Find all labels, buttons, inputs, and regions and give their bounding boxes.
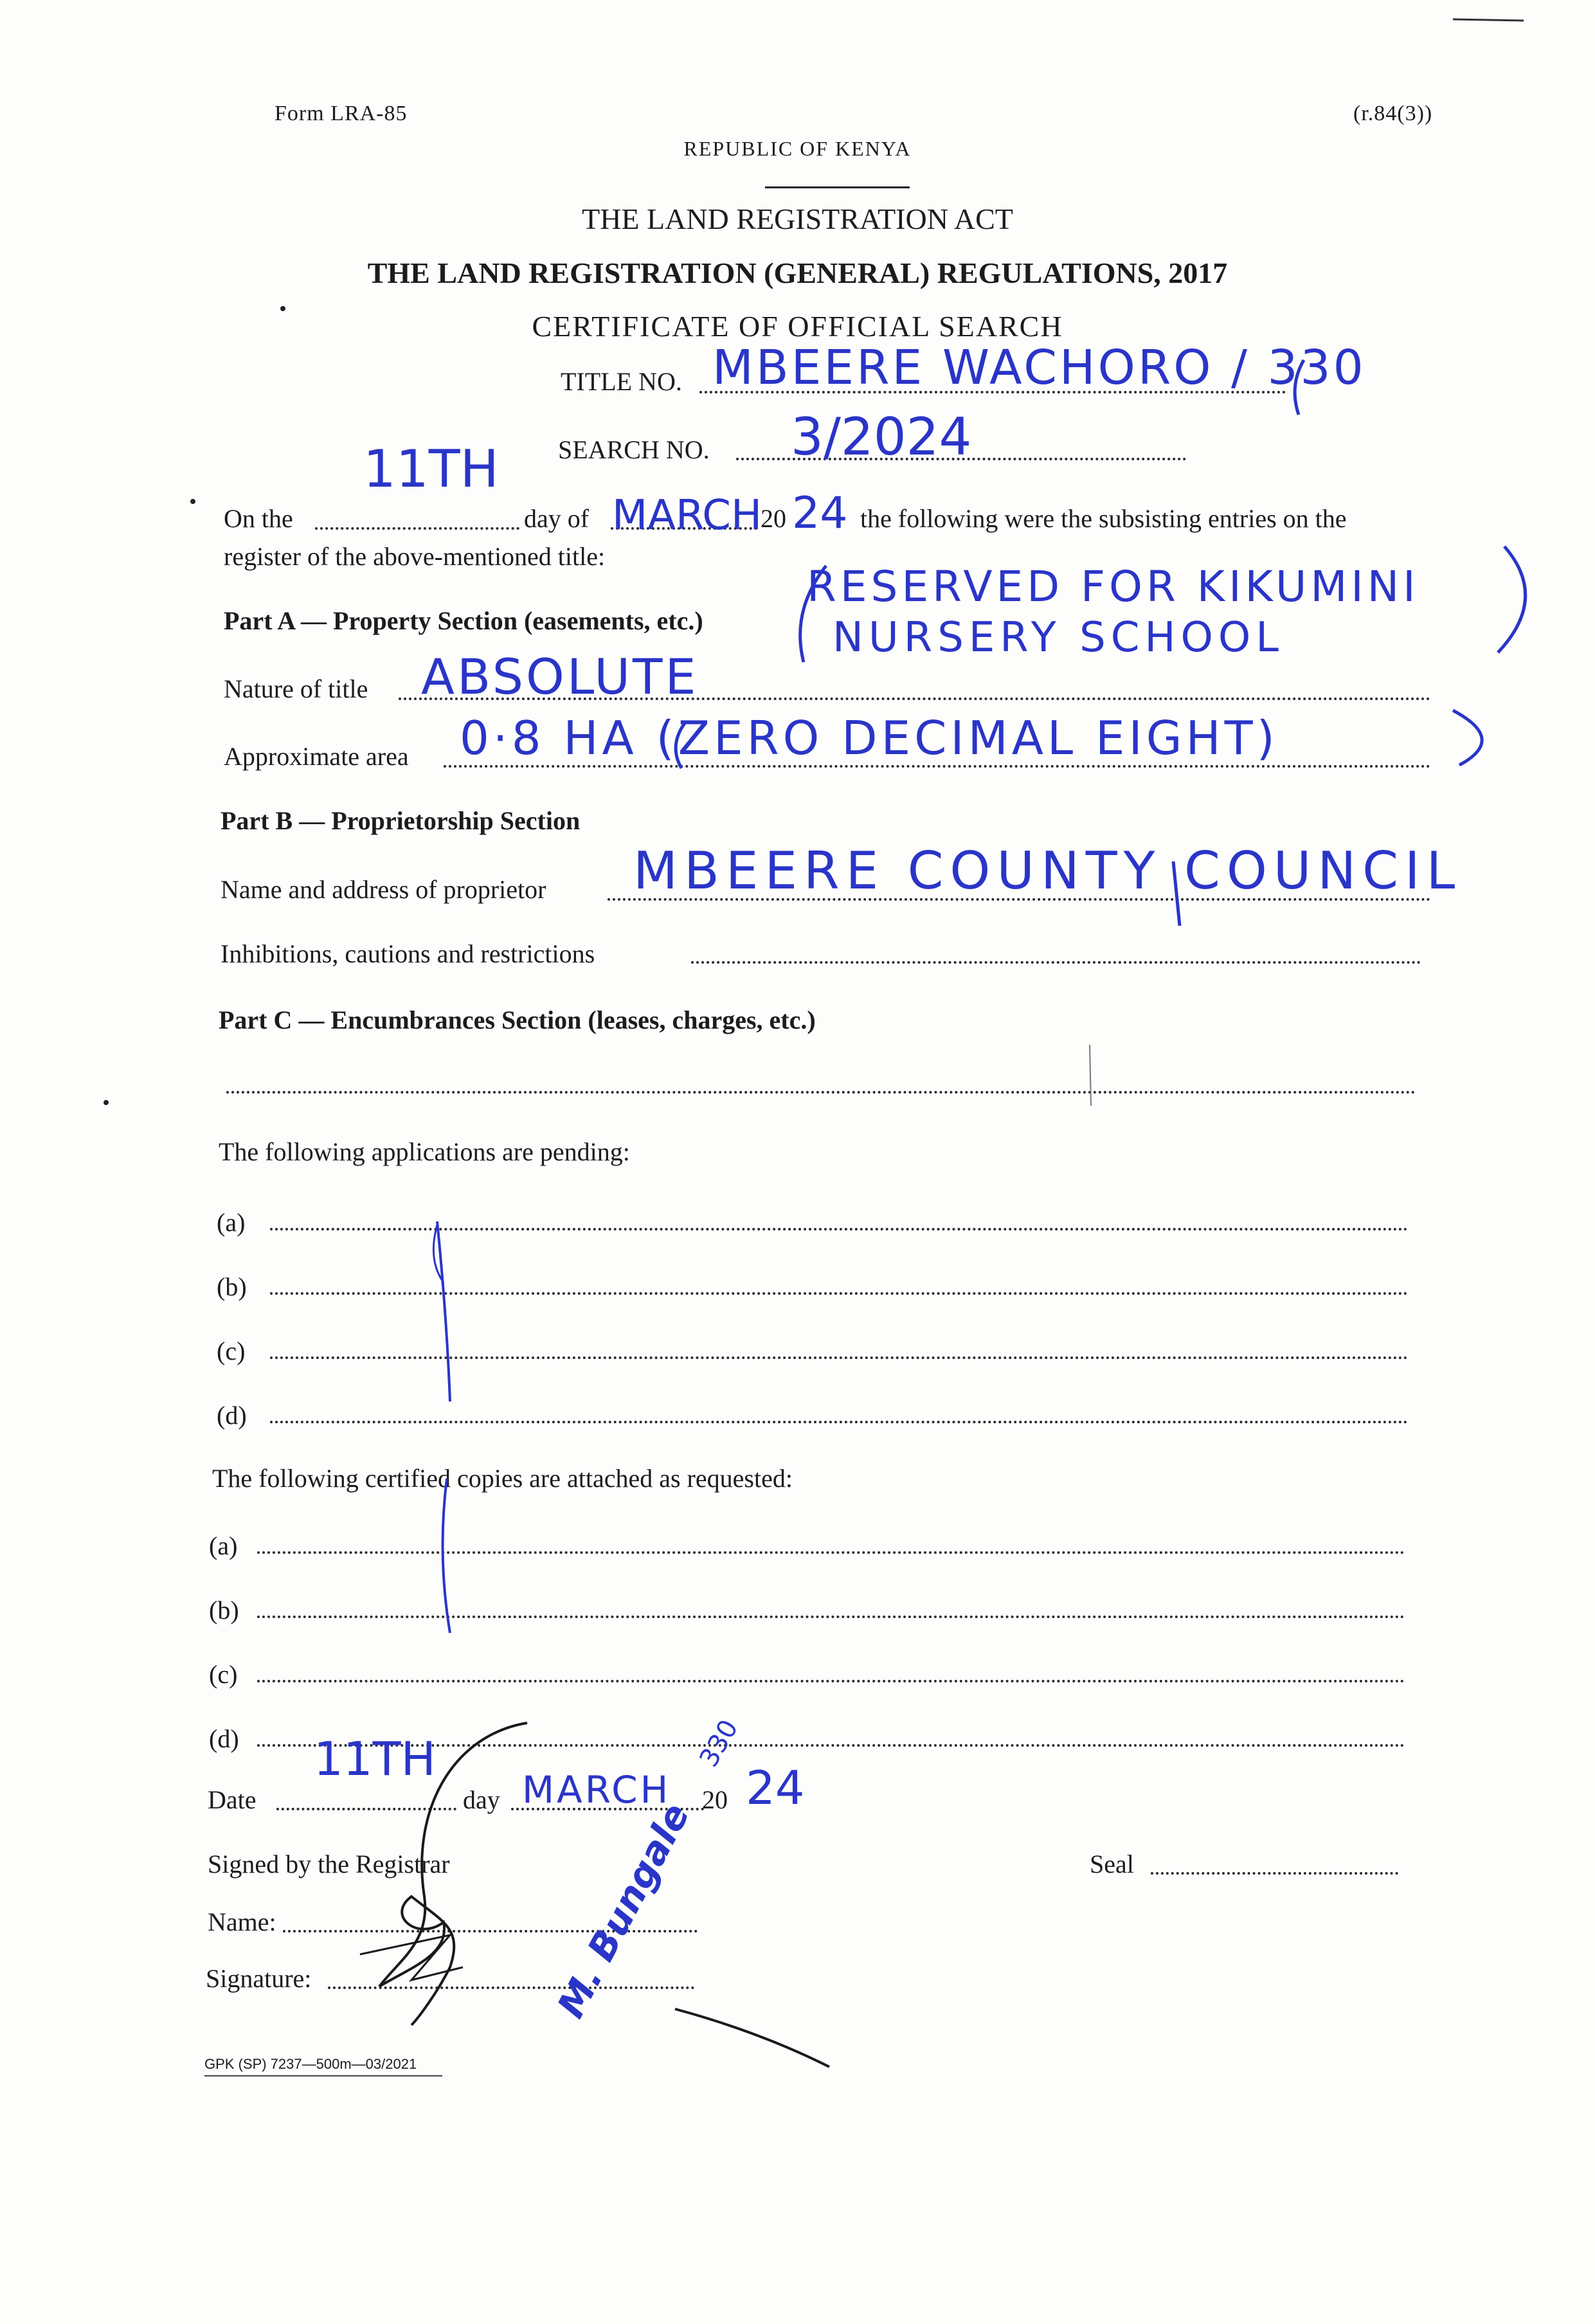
date-day-handwritten: 11TH bbox=[314, 1732, 436, 1786]
stray-dot-3 bbox=[280, 306, 285, 311]
form-id: Form LRA-85 bbox=[275, 102, 408, 125]
date-year-handwritten: 24 bbox=[746, 1761, 805, 1815]
approximate-area-handwritten: 0·8 HA (ZERO DECIMAL EIGHT) bbox=[460, 711, 1279, 765]
intro-register: register of the above-mentioned title: bbox=[224, 542, 606, 571]
form-rule: (r.84(3)) bbox=[1353, 102, 1433, 125]
title-bracket bbox=[1295, 360, 1304, 415]
search-no-label: SEARCH NO. bbox=[558, 435, 710, 464]
top-right-mark bbox=[1453, 19, 1524, 21]
signed-by-label: Signed by the Registrar bbox=[208, 1850, 450, 1878]
proprietor-label: Name and address of proprietor bbox=[221, 875, 546, 904]
stray-dot-1 bbox=[190, 499, 195, 504]
proprietor-handwritten: MBEERE COUNTY COUNCIL bbox=[633, 841, 1462, 901]
intro-day-handwritten: 11TH bbox=[363, 439, 499, 499]
part-a-heading: Part A — Property Section (easements, etc.) bbox=[224, 606, 703, 635]
date-label: Date bbox=[208, 1785, 257, 1814]
registrar-stamp-name: M. Bungale bbox=[548, 1796, 698, 2025]
pending-d-label: (d) bbox=[217, 1401, 247, 1430]
copies-c-label: (c) bbox=[209, 1660, 238, 1689]
pending-c-label: (c) bbox=[217, 1337, 246, 1365]
date-day-label: day bbox=[463, 1785, 500, 1814]
right-margin-tick bbox=[1090, 1045, 1091, 1106]
inhibitions-label: Inhibitions, cautions and restrictions bbox=[221, 939, 595, 968]
intro-following: the following were the subsisting entries on the bbox=[860, 504, 1347, 533]
nature-of-title-label: Nature of title bbox=[224, 674, 368, 703]
area-left-bracket bbox=[676, 723, 685, 768]
pending-b-label: (b) bbox=[217, 1272, 247, 1301]
printer-code: GPK (SP) 7237—500m—03/2021 bbox=[204, 2056, 417, 2072]
title-no-handwritten: MBEERE WACHORO / 330 bbox=[712, 340, 1366, 395]
note-left-bracket bbox=[800, 566, 826, 662]
registrar-signature-underline bbox=[675, 2009, 829, 2067]
part-a-note-line1: RESERVED FOR KIKUMINI bbox=[807, 562, 1419, 611]
note-right-bracket bbox=[1498, 546, 1526, 653]
signature-label: Signature: bbox=[206, 1964, 312, 1993]
nature-of-title-handwritten: ABSOLUTE bbox=[421, 648, 699, 705]
date-month-handwritten: MARCH bbox=[522, 1768, 671, 1812]
name-label: Name: bbox=[208, 1907, 276, 1936]
copies-vertical-stroke bbox=[443, 1479, 450, 1633]
part-b-heading: Part B — Proprietorship Section bbox=[221, 806, 581, 835]
stray-dot-2 bbox=[104, 1100, 109, 1105]
copies-a-label: (a) bbox=[209, 1531, 238, 1560]
registrar-signature bbox=[379, 1723, 527, 2025]
date-year-prefix: 20 bbox=[702, 1785, 728, 1814]
copies-b-label: (b) bbox=[209, 1596, 239, 1625]
approximate-area-label: Approximate area bbox=[224, 742, 409, 771]
regulations-heading: THE LAND REGISTRATION (GENERAL) REGULATIONS, 2017 bbox=[367, 257, 1228, 289]
pending-vertical-stroke bbox=[437, 1221, 450, 1401]
pending-a-label: (a) bbox=[217, 1208, 246, 1237]
copies-heading: The following certified copies are attached as requested: bbox=[212, 1464, 793, 1493]
republic-heading: REPUBLIC OF KENYA bbox=[683, 137, 912, 160]
search-no-handwritten: 3/2024 bbox=[791, 407, 972, 467]
intro-year-prefix: 20 bbox=[761, 504, 786, 533]
act-heading: THE LAND REGISTRATION ACT bbox=[582, 203, 1013, 235]
intro-year-handwritten: 24 bbox=[792, 488, 848, 539]
part-c-heading: Part C — Encumbrances Section (leases, charges, etc.) bbox=[219, 1005, 816, 1034]
copies-d-label: (d) bbox=[209, 1724, 239, 1753]
title-no-label: TITLE NO. bbox=[561, 367, 682, 396]
intro-month-handwritten: MARCH bbox=[612, 492, 762, 539]
intro-on-the: On the bbox=[224, 504, 293, 533]
part-a-note-line2: NURSERY SCHOOL bbox=[833, 614, 1284, 662]
certificate-heading: CERTIFICATE OF OFFICIAL SEARCH bbox=[532, 310, 1063, 343]
proprietor-stroke bbox=[1173, 861, 1180, 926]
seal-label: Seal bbox=[1090, 1850, 1134, 1878]
pending-heading: The following applications are pending: bbox=[219, 1137, 630, 1166]
intro-day-of: day of bbox=[524, 504, 590, 533]
stamp-number: 330 bbox=[694, 1715, 744, 1772]
area-right-bracket bbox=[1453, 710, 1482, 765]
